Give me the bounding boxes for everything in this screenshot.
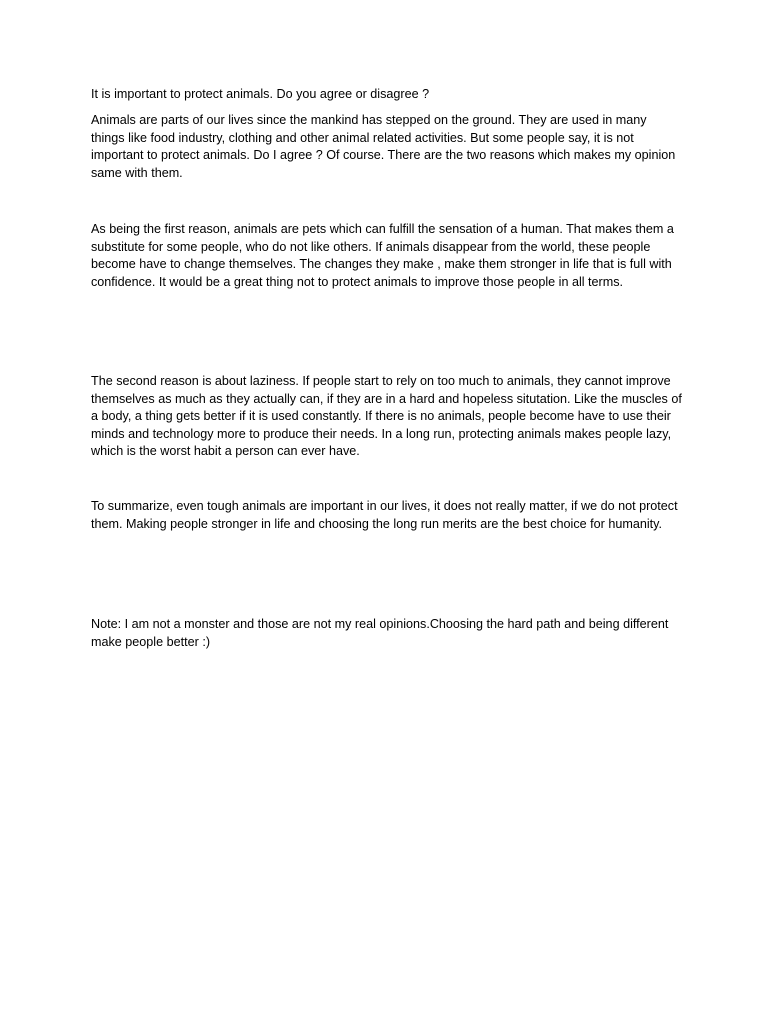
paragraph-second-reason: The second reason is about laziness. If people start to rely on too much to animals, they cannot improve themselves as much as they actually can, if they are in a hard and hopeless situtation. Like the muscles of a body, a thing gets better if it is used constantly. If there is no animals, people become have to use their minds and technology more to produce their needs. In a long run, protecting animals makes people lazy, which is the worst habit a person can ever have.	[91, 374, 682, 459]
note-paragraph: Note: I am not a monster and those are not my real opinions.Choosing the hard path and being different make people better :)	[91, 617, 669, 649]
essay-prompt: It is important to protect animals. Do you agree or disagree ?	[91, 87, 430, 101]
paragraph-first-reason: As being the first reason, animals are pets which can fulfill the sensation of a human. That makes them a substitute for some people, who do not like others. If animals disappear from the world, these people become have to change themselves. The changes they make , make them stronger in life that is full with confidence. It would be a great thing not to protect animals to improve those people in all terms.	[91, 222, 674, 289]
paragraph-introduction: Animals are parts of our lives since the mankind has stepped on the ground. They are used in many things like food industry, clothing and other animal related activities. But some people say, it is not important to protect animals. Do I agree ? Of course. There are the two reasons which makes my opinion same with them.	[91, 113, 676, 180]
paragraph-conclusion: To summarize, even tough animals are important in our lives, it does not really matter, if we do not protect them. Making people stronger in life and choosing the long run merits are the best choice for humanity.	[91, 499, 678, 531]
